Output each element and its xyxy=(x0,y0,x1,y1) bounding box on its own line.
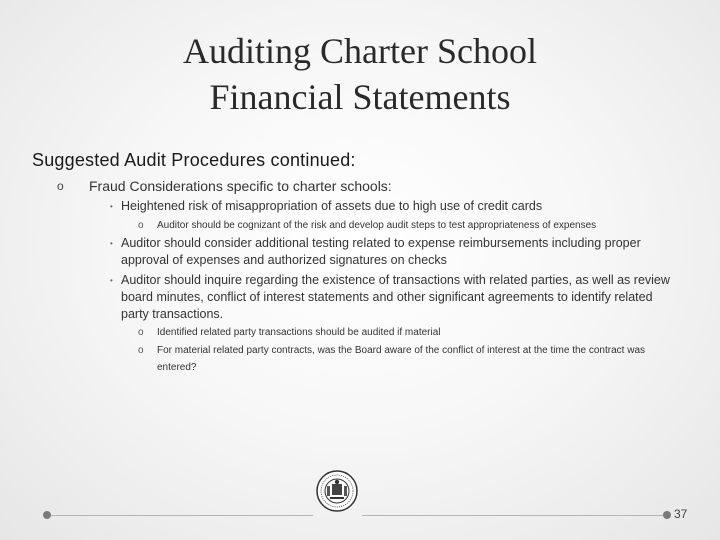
expense-reimbursement-item xyxy=(110,235,685,269)
fraud-considerations-text: Fraud Considerations specific to charter schools: xyxy=(89,178,392,194)
page-number: 37 xyxy=(674,507,688,521)
hollow-bullet-icon: o xyxy=(138,345,144,356)
hollow-bullet-icon: o xyxy=(138,327,144,338)
hollow-bullet-icon: o xyxy=(138,220,144,231)
slide-title xyxy=(0,28,720,120)
audit-if-material-text: Identified related party transactions should be audited if material xyxy=(157,327,441,338)
square-bullet-icon: • xyxy=(110,276,113,285)
board-aware-text: For material related party contracts, was the Board aware of the conflict of interest at the time the contract was entered? xyxy=(157,345,646,373)
related-parties-item xyxy=(110,272,680,323)
audit-if-material-item xyxy=(138,324,683,341)
board-aware-item xyxy=(138,342,683,376)
credit-card-risk-text: Heightened risk of misappropriation of assets due to high use of credit cards xyxy=(121,199,543,213)
title-line-1: Auditing Charter School xyxy=(183,31,537,71)
footer-right-rule xyxy=(362,515,664,516)
cognizant-risk-text: Auditor should be cognizant of the risk and develop audit steps to test appropriateness of expenses xyxy=(157,220,597,231)
footer-left-dot xyxy=(43,511,51,519)
related-parties-text: Auditor should inquire regarding the existence of transactions with related parties, as well as review board minutes, conflict of interest statements and other significant agreements to identify related party transactions. xyxy=(121,273,670,321)
section-heading: Suggested Audit Procedures continued: xyxy=(32,150,356,170)
title-line-2: Financial Statements xyxy=(209,77,511,117)
square-bullet-icon: • xyxy=(110,239,113,248)
cognizant-risk-item xyxy=(138,217,708,234)
credit-card-risk-item xyxy=(110,198,685,215)
state-seal-icon xyxy=(316,470,358,512)
footer-left-rule xyxy=(51,515,313,516)
expense-reimbursement-text: Auditor should consider additional testing related to expense reimbursements including proper approval of expenses and authorized signatures on checks xyxy=(121,236,641,267)
footer-right-dot xyxy=(663,511,671,519)
square-bullet-icon: • xyxy=(110,202,113,211)
hollow-bullet-icon: o xyxy=(57,179,64,193)
fraud-considerations-item xyxy=(57,178,392,195)
